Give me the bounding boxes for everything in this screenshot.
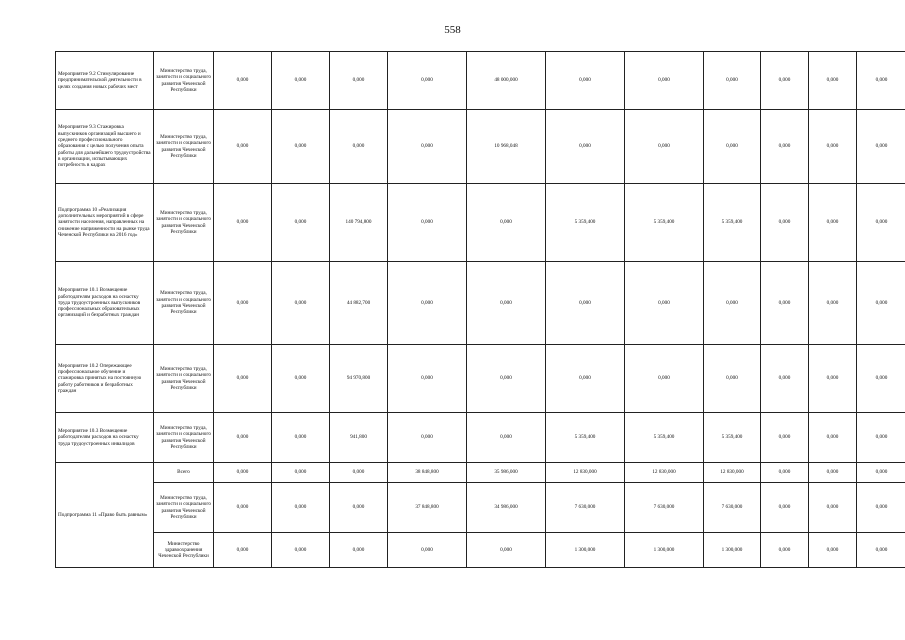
value-cell: 7 630,000 xyxy=(546,483,625,533)
value-cell: 0,000 xyxy=(272,463,330,483)
value-cell: 0,000 xyxy=(388,533,467,568)
value-cell: 0,000 xyxy=(857,184,905,262)
value-cell: 0,000 xyxy=(388,413,467,463)
budget-table xyxy=(55,51,905,568)
value-cell: 0,000 xyxy=(330,110,388,184)
measure-name: Мероприятие 10.3 Возмещение работодателям расходов на оснастку труда трудоустроенных инвалидов xyxy=(56,413,154,463)
value-cell: 0,000 xyxy=(272,262,330,345)
table-row xyxy=(56,52,905,110)
value-cell: 0,000 xyxy=(704,345,761,413)
value-cell: 7 630,000 xyxy=(704,483,761,533)
value-cell: 0,000 xyxy=(809,262,857,345)
value-cell: 0,000 xyxy=(272,483,330,533)
value-cell: 0,000 xyxy=(546,52,625,110)
table-row xyxy=(56,533,905,568)
executor-cell: Министерство труда, занятости и социального развития Чеченской Республики xyxy=(154,413,214,463)
value-cell: 0,000 xyxy=(761,533,809,568)
value-cell: 0,000 xyxy=(704,110,761,184)
value-cell: 0,000 xyxy=(272,184,330,262)
value-cell: 48 000,000 xyxy=(467,52,546,110)
value-cell: 34 986,000 xyxy=(467,483,546,533)
value-cell: 10 968,048 xyxy=(467,110,546,184)
executor-cell: Всего xyxy=(154,463,214,483)
value-cell: 5 359,400 xyxy=(625,184,704,262)
value-cell: 0,000 xyxy=(761,345,809,413)
value-cell: 0,000 xyxy=(809,184,857,262)
value-cell: 0,000 xyxy=(214,345,272,413)
value-cell: 0,000 xyxy=(272,413,330,463)
value-cell: 0,000 xyxy=(809,533,857,568)
value-cell: 1 300,000 xyxy=(704,533,761,568)
value-cell: 0,000 xyxy=(330,483,388,533)
value-cell: 5 359,400 xyxy=(704,413,761,463)
executor-cell: Министерство труда, занятости и социального развития Чеченской Республики xyxy=(154,110,214,184)
value-cell: 0,000 xyxy=(809,463,857,483)
executor-cell: Министерство труда, занятости и социального развития Чеченской Республики xyxy=(154,262,214,345)
measure-name: Мероприятие 9.3 Стажировка выпускников организаций высшего и среднего профессионального образования с целью получения опыта работы для дальнейшего трудоустройства в организации, испытывающих потребность в кадрах xyxy=(56,110,154,184)
value-cell: 0,000 xyxy=(214,413,272,463)
value-cell: 38 848,800 xyxy=(388,463,467,483)
value-cell: 12 830,000 xyxy=(625,463,704,483)
value-cell: 94 970,800 xyxy=(330,345,388,413)
value-cell: 0,000 xyxy=(857,483,905,533)
value-cell: 5 359,400 xyxy=(546,184,625,262)
value-cell: 5 359,400 xyxy=(704,184,761,262)
value-cell: 0,000 xyxy=(546,262,625,345)
value-cell: 0,000 xyxy=(761,413,809,463)
value-cell: 0,000 xyxy=(388,345,467,413)
value-cell: 0,000 xyxy=(809,52,857,110)
table-row xyxy=(56,413,905,463)
value-cell: 0,000 xyxy=(214,184,272,262)
table-row xyxy=(56,345,905,413)
value-cell: 0,000 xyxy=(388,110,467,184)
measure-name: Подпрограмма 10 «Реализация дополнительных мероприятий в сфере занятости населения, направленных на снижение напряженности на рынке труда Чеченской Республики на 2016 год» xyxy=(56,184,154,262)
value-cell: 0,000 xyxy=(809,345,857,413)
value-cell: 5 359,400 xyxy=(546,413,625,463)
value-cell: 1 300,000 xyxy=(625,533,704,568)
value-cell: 0,000 xyxy=(857,52,905,110)
value-cell: 140 794,800 xyxy=(330,184,388,262)
table-row xyxy=(56,463,905,483)
value-cell: 0,000 xyxy=(857,413,905,463)
value-cell: 0,000 xyxy=(272,52,330,110)
value-cell: 0,000 xyxy=(388,52,467,110)
value-cell: 0,000 xyxy=(388,184,467,262)
value-cell: 0,000 xyxy=(809,110,857,184)
value-cell: 0,000 xyxy=(467,262,546,345)
table-row xyxy=(56,184,905,262)
executor-cell: Министерство труда, занятости и социального развития Чеченской Республики xyxy=(154,184,214,262)
value-cell: 0,000 xyxy=(546,345,625,413)
value-cell: 44 882,700 xyxy=(330,262,388,345)
measure-name: Мероприятие 9.2 Стимулирование предпринимательской деятельности в целях создания новых рабочих мест xyxy=(56,52,154,110)
value-cell: 0,000 xyxy=(214,262,272,345)
value-cell: 0,000 xyxy=(214,52,272,110)
value-cell: 0,000 xyxy=(214,533,272,568)
value-cell: 0,000 xyxy=(857,533,905,568)
executor-cell: Министерство труда, занятости и социального развития Чеченской Республики xyxy=(154,483,214,533)
value-cell: 0,000 xyxy=(761,52,809,110)
value-cell: 0,000 xyxy=(272,110,330,184)
value-cell: 0,000 xyxy=(761,184,809,262)
value-cell: 0,000 xyxy=(467,345,546,413)
value-cell: 0,000 xyxy=(857,262,905,345)
value-cell: 12 830,000 xyxy=(704,463,761,483)
value-cell: 0,000 xyxy=(625,345,704,413)
measure-name: Мероприятие 10.2 Опережающее профессиональное обучение и стажировка принятых на постоянную работу работников и безработных граждан xyxy=(56,345,154,413)
value-cell: 0,000 xyxy=(388,262,467,345)
value-cell: 12 830,000 xyxy=(546,463,625,483)
value-cell: 0,000 xyxy=(704,52,761,110)
value-cell: 7 630,000 xyxy=(625,483,704,533)
value-cell: 35 986,000 xyxy=(467,463,546,483)
value-cell: 5 359,400 xyxy=(625,413,704,463)
value-cell: 37 848,800 xyxy=(388,483,467,533)
value-cell: 0,000 xyxy=(761,483,809,533)
value-cell: 0,000 xyxy=(704,262,761,345)
executor-cell: Министерство здравоохранения Чеченской Республики xyxy=(154,533,214,568)
value-cell: 0,000 xyxy=(330,52,388,110)
value-cell: 0,000 xyxy=(467,413,546,463)
page-number: 558 xyxy=(444,24,461,36)
executor-cell: Министерство труда, занятости и социального развития Чеченской Республики xyxy=(154,345,214,413)
value-cell: 0,000 xyxy=(214,483,272,533)
table-row xyxy=(56,110,905,184)
value-cell: 0,000 xyxy=(857,463,905,483)
subprogram-name: Подпрограмма 11 «Право быть равным» xyxy=(56,463,154,568)
value-cell: 0,000 xyxy=(272,533,330,568)
executor-cell: Министерство труда, занятости и социального развития Чеченской Республики xyxy=(154,52,214,110)
value-cell: 0,000 xyxy=(809,413,857,463)
value-cell: 0,000 xyxy=(214,110,272,184)
value-cell: 0,000 xyxy=(214,463,272,483)
measure-name: Мероприятие 10.1 Возмещение работодателям расходов на оснастку труда трудоустроенных выпускников профессиональных образовательных организаций и безработных граждан xyxy=(56,262,154,345)
value-cell: 0,000 xyxy=(467,533,546,568)
value-cell: 0,000 xyxy=(761,262,809,345)
value-cell: 0,000 xyxy=(625,52,704,110)
value-cell: 0,000 xyxy=(625,110,704,184)
value-cell: 941,800 xyxy=(330,413,388,463)
value-cell: 0,000 xyxy=(761,463,809,483)
value-cell: 0,000 xyxy=(467,184,546,262)
value-cell: 0,000 xyxy=(330,463,388,483)
value-cell: 0,000 xyxy=(761,110,809,184)
value-cell: 1 300,000 xyxy=(546,533,625,568)
value-cell: 0,000 xyxy=(330,533,388,568)
value-cell: 0,000 xyxy=(625,262,704,345)
value-cell: 0,000 xyxy=(857,345,905,413)
value-cell: 0,000 xyxy=(857,110,905,184)
table-row xyxy=(56,483,905,533)
value-cell: 0,000 xyxy=(809,483,857,533)
table-row xyxy=(56,262,905,345)
value-cell: 0,000 xyxy=(272,345,330,413)
value-cell: 0,000 xyxy=(546,110,625,184)
